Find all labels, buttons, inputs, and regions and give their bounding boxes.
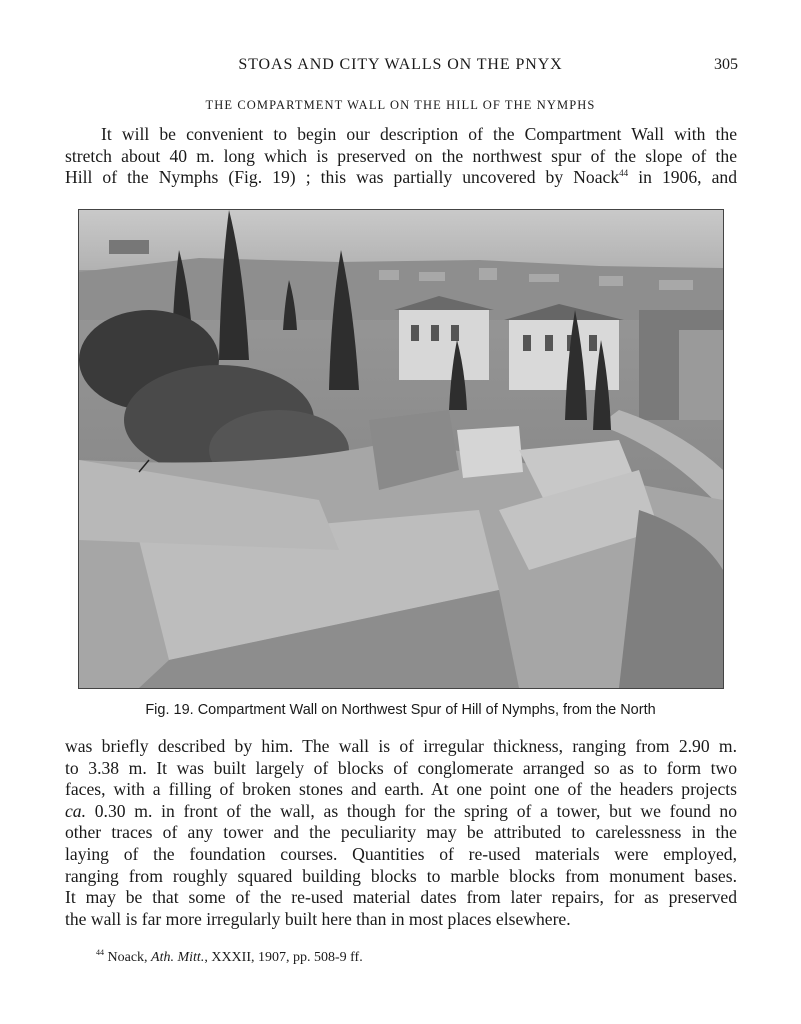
text-run-italic: ca. bbox=[65, 800, 87, 821]
text-run: in 1906, and bbox=[628, 167, 737, 188]
figure-caption: Fig. 19. Compartment Wall on Northwest Spur of Hill of Nymphs, from the North bbox=[145, 702, 656, 718]
text-run: 0.30 m. in front of the wall, as though for the spring of a tower, but we found no bbox=[86, 800, 737, 821]
text-line: ranging from roughly squared building blocks to marble blocks from monument bases. bbox=[65, 865, 737, 886]
footnote-author: Noack, bbox=[104, 950, 152, 965]
photograph-of-wall-ruins-icon bbox=[79, 210, 723, 688]
text-line: other traces of any tower and the peculiarity may be attributed to carelessness in the bbox=[65, 822, 737, 843]
running-head bbox=[0, 54, 801, 78]
text-line: to 3.38 m. It was built largely of blocks of conglomerate arranged so as to form two bbox=[65, 757, 737, 778]
footnote-journal: Ath. Mitt. bbox=[151, 950, 205, 965]
section-heading: THE COMPARTMENT WALL ON THE HILL OF THE NYMPHS bbox=[205, 98, 596, 112]
paragraph-intro bbox=[65, 124, 737, 189]
text-line: It will be convenient to begin our description of the Compartment Wall with the bbox=[101, 124, 737, 144]
running-title: STOAS AND CITY WALLS ON THE PNYX bbox=[238, 56, 563, 73]
footnote-reference[interactable]: 44 bbox=[619, 168, 629, 179]
text-line: faces, with a filling of broken stones and earth. At one point one of the headers projects bbox=[65, 779, 737, 800]
text-line bbox=[65, 167, 737, 189]
text-line bbox=[65, 801, 737, 823]
footnote-citation: , XXXII, 1907, pp. 508-9 ff. bbox=[204, 950, 363, 965]
paragraph-description bbox=[65, 736, 737, 930]
footnote-marker: 44 bbox=[96, 948, 104, 957]
text-line: was briefly described by him. The wall is of irregular thickness, ranging from 2.90 m. bbox=[65, 736, 737, 756]
text-line: stretch about 40 m. long which is preserved on the northwest spur of the slope of the bbox=[65, 145, 737, 166]
text-run: Hill of the Nymphs (Fig. 19) ; this was partially uncovered by Noack bbox=[65, 167, 620, 188]
text-line: It may be that some of the re-used material dates from later repairs, for as preserved bbox=[65, 887, 737, 908]
page-number: 305 bbox=[714, 56, 738, 73]
figure-photograph bbox=[78, 209, 724, 689]
footnote bbox=[96, 950, 363, 966]
text-line: laying of the foundation courses. Quantities of re-used materials were employed, bbox=[65, 843, 737, 864]
text-line: the wall is far more irregularly built here than in most places elsewhere. bbox=[65, 908, 571, 929]
